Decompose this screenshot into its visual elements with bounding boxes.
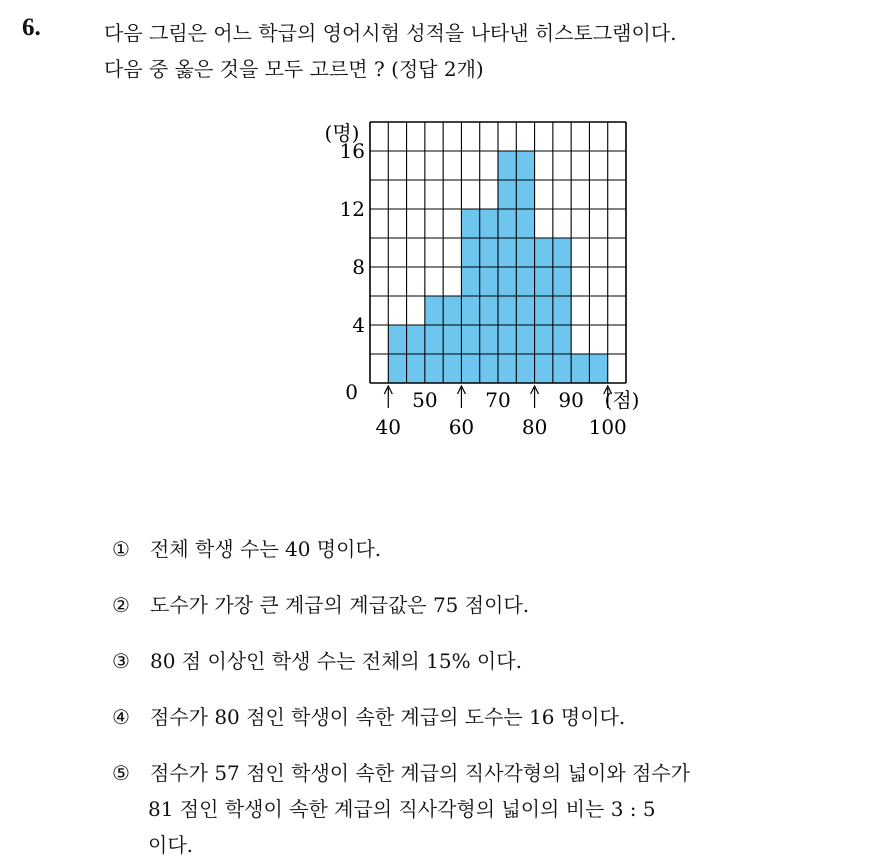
question-number: 6. — [22, 14, 41, 41]
y-axis-label: (명) — [324, 121, 360, 145]
choice-4[interactable] — [112, 701, 625, 730]
y-tick-label: 16 — [339, 139, 365, 163]
x-axis-label: (점) — [604, 388, 640, 412]
y-tick-label: 0 — [345, 380, 358, 404]
choice-3[interactable] — [112, 645, 522, 674]
choice-3-text: 80 점 이상인 학생 수는 전체의 15% 이다. — [150, 649, 522, 673]
choice-5-text-cont1: 81 점인 학생이 속한 계급의 직사각형의 넓이의 비는 3 : 5 — [148, 797, 656, 821]
x-tick-label-lower: 60 — [448, 415, 475, 439]
y-tick-label: 4 — [352, 313, 365, 337]
choice-3-number: ③ — [112, 649, 130, 673]
choice-5-text-cont2: 이다. — [148, 833, 193, 857]
y-tick-label: 8 — [352, 255, 365, 279]
choice-1-text: 전체 학생 수는 40 명이다. — [150, 537, 382, 561]
x-tick-label-upper: 70 — [485, 388, 511, 412]
choice-5[interactable] — [112, 757, 690, 786]
choice-4-text: 점수가 80 점인 학생이 속한 계급의 도수는 16 명이다. — [150, 705, 626, 729]
y-tick-label: 12 — [339, 197, 365, 221]
x-tick-label-lower: 100 — [588, 415, 627, 439]
choice-5-text: 점수가 57 점인 학생이 속한 계급의 직사각형의 넓이와 점수가 — [150, 761, 690, 785]
choice-1-number: ① — [112, 537, 130, 561]
x-tick-label-lower: 80 — [521, 415, 548, 439]
x-tick-label-upper: 50 — [412, 388, 438, 412]
choice-4-number: ④ — [112, 705, 130, 729]
choice-2[interactable] — [112, 589, 529, 618]
question-text-line1: 다음 그림은 어느 학급의 영어시험 성적을 나타낸 히스토그램이다. — [104, 21, 677, 45]
choice-2-text: 도수가 가장 큰 계급의 계급값은 75 점이다. — [150, 593, 530, 617]
x-tick-label-lower: 40 — [375, 415, 402, 439]
question-text-line2: 다음 중 옳은 것을 모두 고르면 ? (정답 2개) — [104, 57, 484, 81]
x-tick-label-upper: 90 — [558, 388, 584, 412]
choice-1[interactable] — [112, 533, 381, 562]
choice-5-number: ⑤ — [112, 761, 130, 785]
choice-2-number: ② — [112, 593, 130, 617]
